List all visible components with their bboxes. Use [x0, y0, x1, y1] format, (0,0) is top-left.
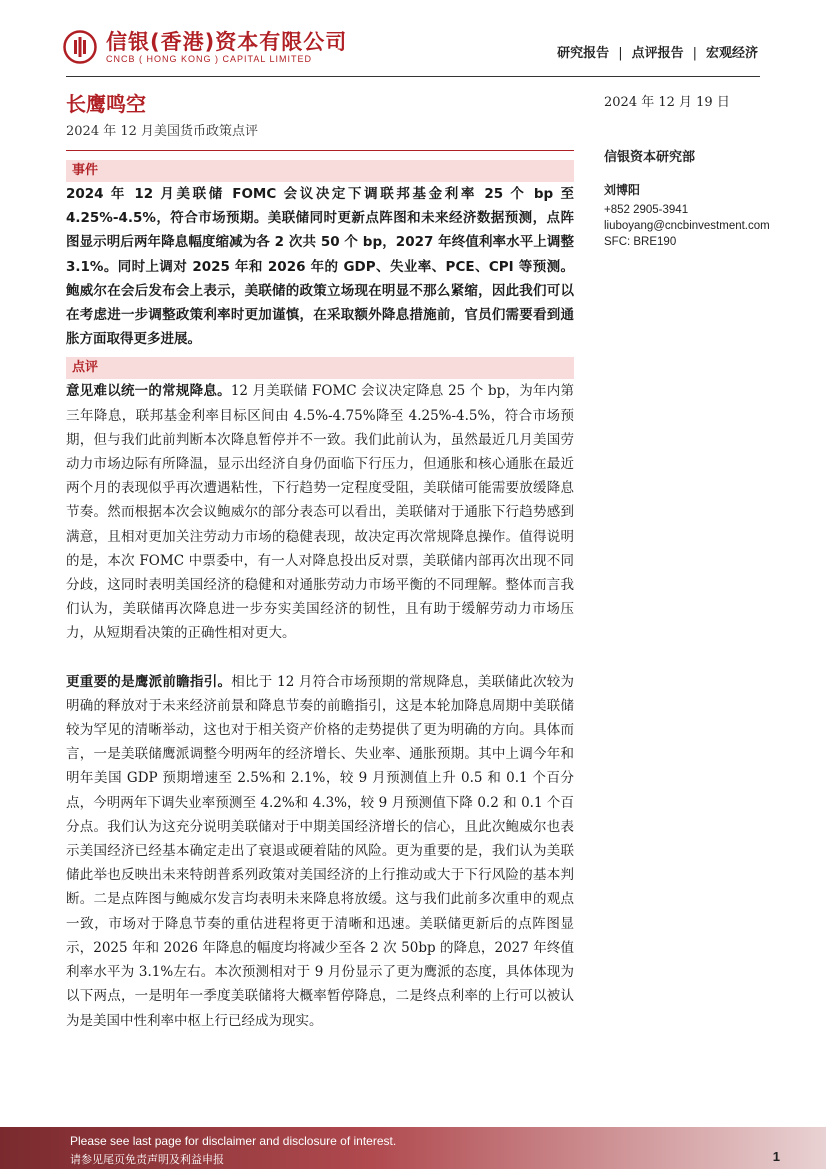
report-title: 长鹰鸣空 — [66, 92, 146, 116]
paragraph-body: 相比于 12 月符合市场预期的常规降息，美联储此次较为明确的释放对于未来经济前景和降息节奏的前瞻指引，这是本轮加降息周期中美联储较为罕见的清晰举动，这也对于相关资产价格的走势提供了更为明确的方向。具体而言，一是美联储鹰派调整今明两年的经济增长、失业率、通胀预期。其中上调今年和明年美国 GDP 预期增速至 2.5%和 2.1%，较 9 月预测值上升 0.5 和 0.1 个百分点，今明两年下调失业率预测至 4.2%和 4.3%，较 9 月预测值下降 0.2 和 0.1 个百分点。我们认为这充分说明美联储对于中期美国经济增长的信心，且此次鲍威尔也表示美国经济已经基本确定走出了衰退或硬着陆的风险。更为重要的是，我们认为美联储此举也反映出未来特朗普系列政策对美国经济的上行推动或大于下行风险的基本判断。二是点阵图与鲍威尔发言均表明未来降息将放缓。这与我们此前多次重申的观点一致，市场对于降息节奏的重估进程将更于清晰和迅速。美联储更新后的点阵图显示，2025 年和 2026 年降息的幅度均将减少至各 2 次 50bp 的降息，2027 年终值利率水平为 3.1%左右。本次预测相对于 9 月份显示了更为鹰派的态度，具体体现为以下两点，一是明年一季度美联储将大概率暂停降息，二是终点利率的上行可以被认为是美国中性利率中枢上行已经成为现实。 — [66, 673, 574, 1029]
report-date: 2024 年 12 月 19 日 — [604, 95, 730, 110]
header-divider — [66, 76, 760, 77]
doc-type-labels — [557, 42, 758, 61]
paragraph-body: 12 月美联储 FOMC 会议决定降息 25 个 bp，为年内第三年降息，联邦基金利率目标区间由 4.5%-4.75%降至 4.25%-4.5%，符合市场预期，但与我们此前判断本次降息暂停并不一致。我们此前认为，虽然最近几月美国劳动力市场边际有所降温，显示出经济自身仍面临下行压力，但通胀和核心通胀在最近两个月的表现似乎再次遭遇粘性，下行趋势一定程度受阻，美联储可能需要放缓降息节奏。然而根据本次会议鲍威尔的部分表态可以看出，美联储对于通胀下行趋势感到满意，且相对更加关注劳动力市场的稳健表现，故决定再次常规降息操作。值得说明的是，本次 FOMC 中票委中，有一人对降息投出反对票，美联储内部再次出现不同分歧，这同时表明美国经济的稳健和对通胀劳动力市场平衡的不同理解。整体而言我们认为，美联储再次降息进一步夯实美国经济的韧性，且有助于缓解劳动力市场压力，从短期看决策的正确性相对更大。 — [66, 383, 575, 642]
doc-type-comment-report: 点评报告 — [631, 46, 684, 61]
analyst-sfc: SFC: BRE190 — [604, 236, 677, 248]
doc-type-macro: 宏观经济 — [705, 46, 758, 61]
analyst-email[interactable]: liuboyang@cncbinvestment.com — [604, 220, 770, 232]
analyst-phone: +852 2905-3941 — [604, 204, 689, 216]
page-footer — [0, 1127, 826, 1169]
event-paragraph: 2024 年 12 月美联储 FOMC 会议决定下调联邦基金利率 25 个 bp 至 4.25%-4.5%，符合市场预期。美联储同时更新点阵图和未来经济数据预测，点阵图显示明后两年降息幅度缩减为各 2 次共 50 个 bp，2027 年终值利率水平上调整 3.1%。同时上调对 2025 年和 2026 年的 GDP、失业率、PCE、CPI 等预测。鲍威尔在会后发布会上表示，美联储的政策立场现在明显不那么紧缩，因此我们可以在考虑进一步调整政策利率时更加谨慎，在采取额外降息措施前，官员们需要看到通胀方面取得更多进展。 — [66, 186, 574, 348]
separator: | — [692, 46, 697, 61]
research-dept: 信银资本研究部 — [604, 150, 696, 165]
disclaimer-cn: 请参见尾页免责声明及利益申报 — [70, 1153, 224, 1166]
doc-type-research-report: 研究报告 — [557, 46, 610, 61]
section-heading-event: 事件 — [66, 160, 574, 182]
section-heading-comment: 点评 — [66, 357, 574, 379]
comment-paragraph-1 — [66, 379, 574, 645]
disclaimer-en: Please see last page for disclaimer and disclosure of interest. — [70, 1134, 397, 1148]
cncb-logo-icon — [63, 30, 97, 64]
report-subtitle: 2024 年 12 月美国货币政策点评 — [66, 124, 259, 139]
separator: | — [618, 46, 623, 61]
company-name-en: CNCB ( HONG KONG ) CAPITAL LIMITED — [106, 54, 313, 64]
company-name-cn: 信银(香港)资本有限公司 — [106, 30, 348, 54]
analyst-name: 刘博阳 — [604, 183, 641, 197]
report-body — [66, 160, 574, 1033]
paragraph-lead: 意见难以统一的常规降息。 — [66, 383, 231, 400]
analyst-sidebar — [604, 146, 804, 250]
paragraph-lead: 更重要的是鹰派前瞻指引。 — [66, 673, 232, 690]
page-number: 1 — [772, 1149, 780, 1164]
comment-paragraph-2 — [66, 670, 574, 1033]
title-divider — [66, 150, 574, 151]
